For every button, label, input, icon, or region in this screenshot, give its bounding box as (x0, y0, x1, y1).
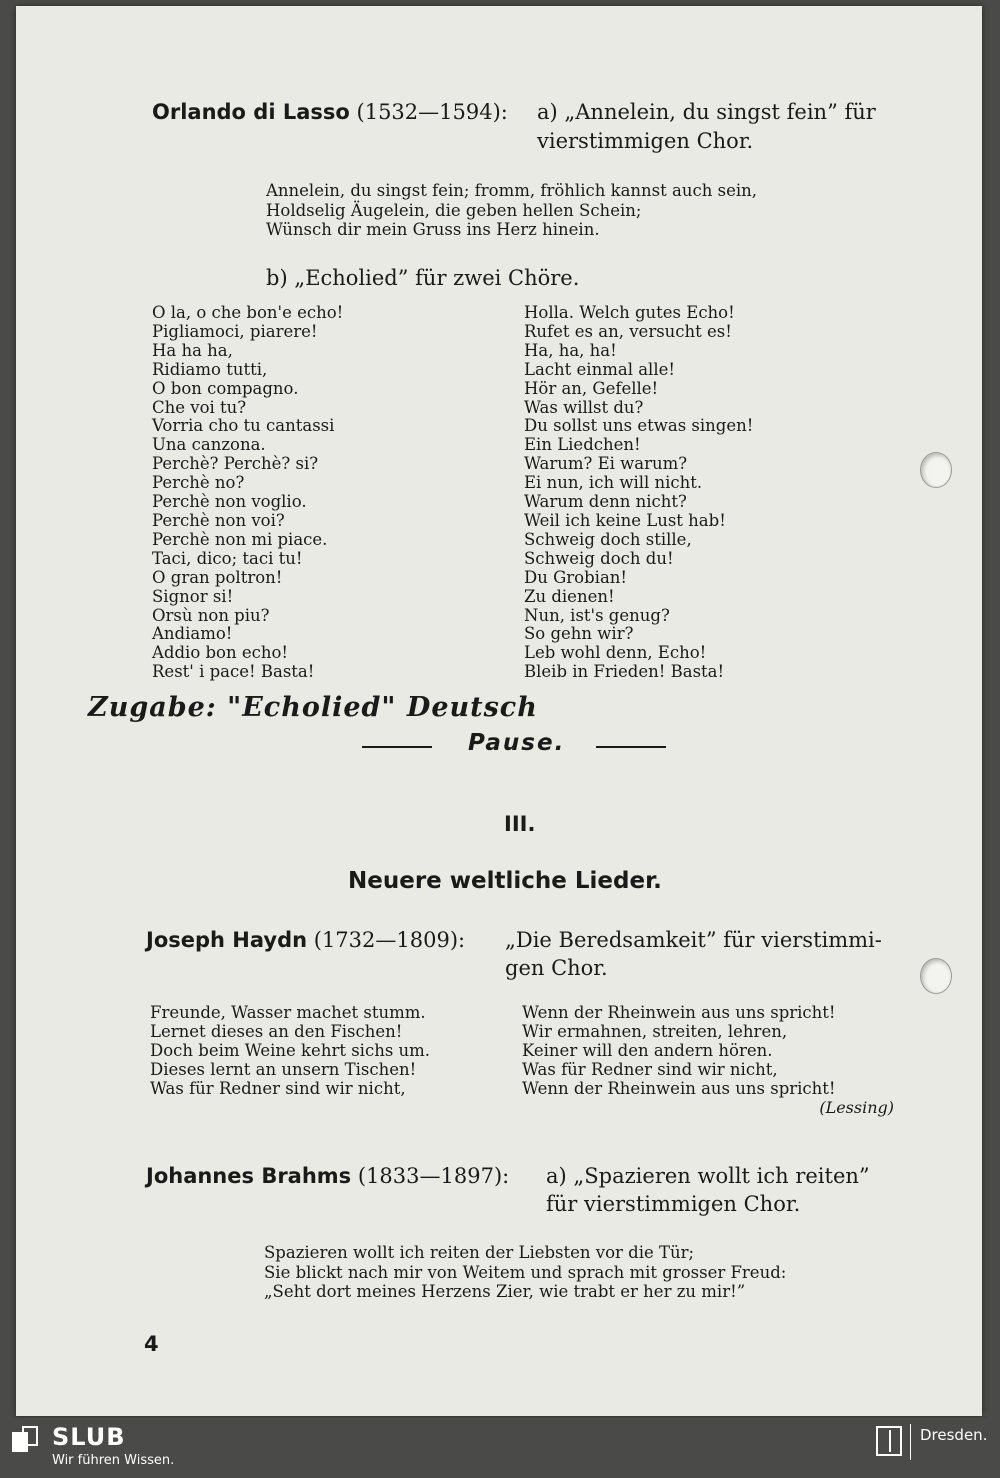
lyric-line: Lernet dieses an den Fischen! (150, 1021, 403, 1041)
lyric-line: Perchè no? (152, 473, 245, 493)
composer-name: Joseph Haydn (146, 928, 308, 952)
section-numeral: III. (504, 812, 536, 836)
lyric-line: Pigliamoci, piarere! (152, 321, 318, 341)
work-title: b) „Echolied” für zwei Chöre. (266, 266, 580, 290)
lyric-line: Holdselig Äugelein, die geben hellen Schein; (266, 200, 642, 220)
lyric-line: Schweig doch stille, (524, 529, 692, 549)
composer-dates: (1532—1594): (356, 100, 508, 124)
lyric-line: Rufet es an, versucht es! (524, 321, 732, 341)
slub-logo-icon (12, 1426, 38, 1452)
lyric-line: Warum? Ei warum? (524, 454, 688, 474)
echolied-german (524, 304, 753, 682)
lyric-line: Ein Liedchen! (524, 435, 641, 455)
brahms-lyrics (264, 1243, 786, 1302)
lyric-line: Wir ermahnen, streiten, lehren, (522, 1021, 788, 1041)
lyric-line: Addio bon echo! (152, 643, 289, 663)
lyric-line: „Seht dort meines Herzens Zier, wie trabt er her zu mir!” (264, 1282, 746, 1301)
lyric-line: Freunde, Wasser machet stumm. (150, 1003, 426, 1022)
lyric-line: Signor si! (152, 586, 234, 606)
haydn-lyrics-right (522, 1004, 836, 1099)
lyric-line: Was für Redner sind wir nicht, (150, 1078, 406, 1098)
lyric-line: Annelein, du singst fein; fromm, fröhlich kannst auch sein, (266, 181, 757, 200)
lyric-line: Zu dienen! (524, 586, 615, 606)
section-title: Neuere weltliche Lieder. (348, 868, 662, 894)
lyric-line: Sie blickt nach mir von Weitem und sprach mit grosser Freud: (264, 1262, 787, 1282)
pause-rule-left (362, 746, 432, 748)
lyric-line: Was willst du? (524, 397, 644, 417)
lyric-line: Andiamo! (152, 624, 233, 644)
haydn-lyrics-left (150, 1004, 430, 1099)
lyric-line: Leb wohl denn, Echo! (524, 643, 707, 663)
work-title: „Die Beredsamkeit” für vierstimmi- (505, 928, 882, 952)
lyric-line: Taci, dico; taci tu! (152, 548, 303, 568)
lyric-line: Ha ha ha, (152, 340, 233, 360)
lyric-line: Wenn der Rheinwein aus uns spricht! (522, 1078, 836, 1098)
slub-tagline: Wir führen Wissen. (52, 1453, 175, 1468)
work-title: a) „Spazieren wollt ich reiten” (546, 1164, 870, 1188)
lasso-lyrics (266, 181, 757, 240)
haydn-heading (146, 926, 465, 954)
lyric-line: Perchè non mi piace. (152, 529, 328, 549)
footer-divider (910, 1424, 911, 1460)
lyric-line: O bon compagno. (152, 378, 299, 398)
lyric-line: Weil ich keine Lust hab! (524, 510, 726, 530)
page-number: 4 (144, 1332, 159, 1356)
lyric-line: Ei nun, ich will nicht. (524, 473, 703, 493)
work-title: für vierstimmigen Chor. (546, 1192, 801, 1216)
attribution: (Lessing) (819, 1098, 894, 1117)
lasso-heading (152, 98, 508, 126)
pause-label: Pause. (468, 730, 566, 756)
lyric-line: Wünsch dir mein Gruss ins Herz hinein. (266, 220, 600, 239)
lyric-line: Bleib in Frieden! Basta! (524, 662, 725, 682)
lyric-line: Du sollst uns etwas singen! (524, 416, 754, 436)
echolied-italian (152, 304, 343, 682)
lyric-line: So gehn wir? (524, 624, 634, 644)
slub-footer-bar (0, 1418, 1000, 1478)
punch-hole (920, 452, 952, 488)
lyric-line: Che voi tu? (152, 397, 247, 417)
work-title: gen Chor. (505, 956, 608, 980)
composer-dates: (1833—1897): (357, 1164, 510, 1188)
city-coat-of-arms-icon (876, 1426, 902, 1456)
work-title: a) „Annelein, du singst fein” für (537, 100, 876, 124)
program-page (16, 6, 982, 1416)
lyric-line: Ridiamo tutti, (152, 359, 268, 379)
lyric-line: Schweig doch du! (524, 548, 674, 568)
slub-logo-text[interactable]: SLUB (52, 1423, 126, 1451)
lyric-line: Du Grobian! (524, 567, 628, 587)
composer-dates: (1732—1809): (313, 928, 466, 952)
composer-name: Johannes Brahms (146, 1164, 352, 1188)
lyric-line: Orsù non piu? (152, 605, 270, 625)
lyric-line: O la, o che bon'e echo! (152, 303, 344, 322)
lyric-line: O gran poltron! (152, 567, 283, 587)
handwritten-note: Zugabe: "Echolied" Deutsch (88, 692, 538, 723)
lyric-line: Rest' i pace! Basta! (152, 662, 315, 682)
pause-rule-right (596, 746, 666, 748)
lyric-line: Dieses lernt an unsern Tischen! (150, 1059, 417, 1079)
lyric-line: Nun, ist's genug? (524, 605, 670, 625)
lyric-line: Keiner will den andern hören. (522, 1040, 773, 1060)
city-wordmark[interactable]: Dresden. (920, 1426, 988, 1444)
lyric-line: Spazieren wollt ich reiten der Liebsten vor die Tür; (264, 1243, 695, 1262)
lyric-line: Una canzona. (152, 435, 266, 455)
lyric-line: Holla. Welch gutes Echo! (524, 303, 735, 322)
lyric-line: Lacht einmal alle! (524, 359, 675, 379)
punch-hole (920, 958, 952, 994)
lyric-line: Wenn der Rheinwein aus uns spricht! (522, 1003, 836, 1022)
lyric-line: Ha, ha, ha! (524, 340, 617, 360)
composer-name: Orlando di Lasso (152, 100, 350, 124)
lyric-line: Doch beim Weine kehrt sichs um. (150, 1040, 431, 1060)
lyric-line: Hör an, Gefelle! (524, 378, 659, 398)
lyric-line: Was für Redner sind wir nicht, (522, 1059, 778, 1079)
lyric-line: Warum denn nicht? (524, 492, 687, 512)
lyric-line: Vorria cho tu cantassi (152, 416, 335, 436)
lyric-line: Perchè non voglio. (152, 492, 307, 512)
brahms-heading (146, 1162, 509, 1190)
lyric-line: Perchè? Perchè? si? (152, 454, 319, 474)
work-title: vierstimmigen Chor. (537, 129, 754, 153)
lyric-line: Perchè non voi? (152, 510, 285, 530)
